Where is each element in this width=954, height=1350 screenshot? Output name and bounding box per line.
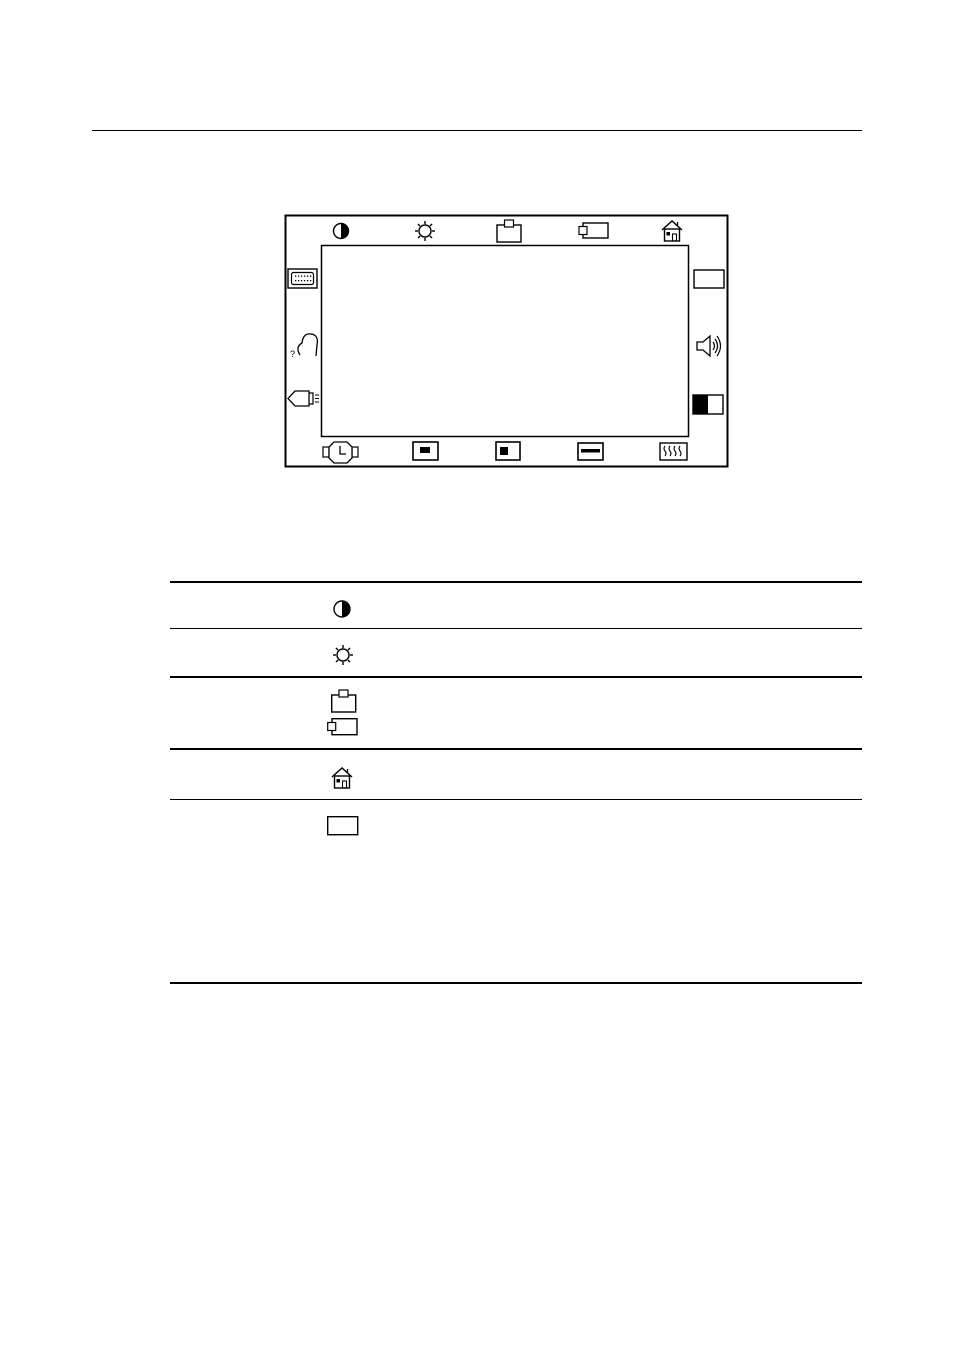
brightness-icon	[332, 644, 354, 666]
table-row	[170, 629, 862, 676]
blank-screen-icon[interactable]	[694, 270, 724, 288]
table-row	[170, 583, 862, 628]
svg-text:?: ?	[290, 349, 296, 359]
home-icon[interactable]	[662, 221, 682, 241]
osd-diagram-svg	[285, 215, 728, 467]
table-row	[170, 750, 862, 799]
reference-table	[170, 581, 862, 986]
window-frame-icon[interactable]	[413, 442, 438, 460]
help-icon[interactable]	[290, 334, 317, 359]
input-connector-icon[interactable]	[288, 269, 317, 288]
heat-waves-icon[interactable]	[660, 443, 687, 460]
small-window-icon[interactable]	[496, 442, 520, 460]
brightness-icon[interactable]	[415, 221, 435, 241]
horizontal-size-icon[interactable]	[579, 223, 608, 238]
black-white-icon[interactable]	[693, 395, 723, 414]
table-row	[170, 678, 862, 748]
blank-screen-icon	[327, 816, 359, 836]
contrast-icon	[332, 599, 352, 619]
clock-timer-icon[interactable]	[323, 442, 358, 463]
home-icon	[331, 766, 354, 789]
osd-screen-area	[322, 246, 689, 437]
header-rule	[92, 130, 862, 131]
keystone-icon[interactable]	[288, 391, 319, 406]
osd-diagram	[285, 215, 728, 467]
wide-bar-icon[interactable]	[578, 443, 603, 460]
osd-outer-frame	[286, 216, 728, 467]
contrast-icon[interactable]	[334, 224, 349, 239]
speaker-icon[interactable]	[697, 336, 721, 356]
table-rule-bottom	[170, 982, 862, 984]
horizontal-size-icon	[327, 718, 359, 736]
table-row	[170, 800, 862, 982]
vertical-size-icon[interactable]	[497, 220, 521, 242]
vertical-size-icon	[331, 689, 357, 713]
